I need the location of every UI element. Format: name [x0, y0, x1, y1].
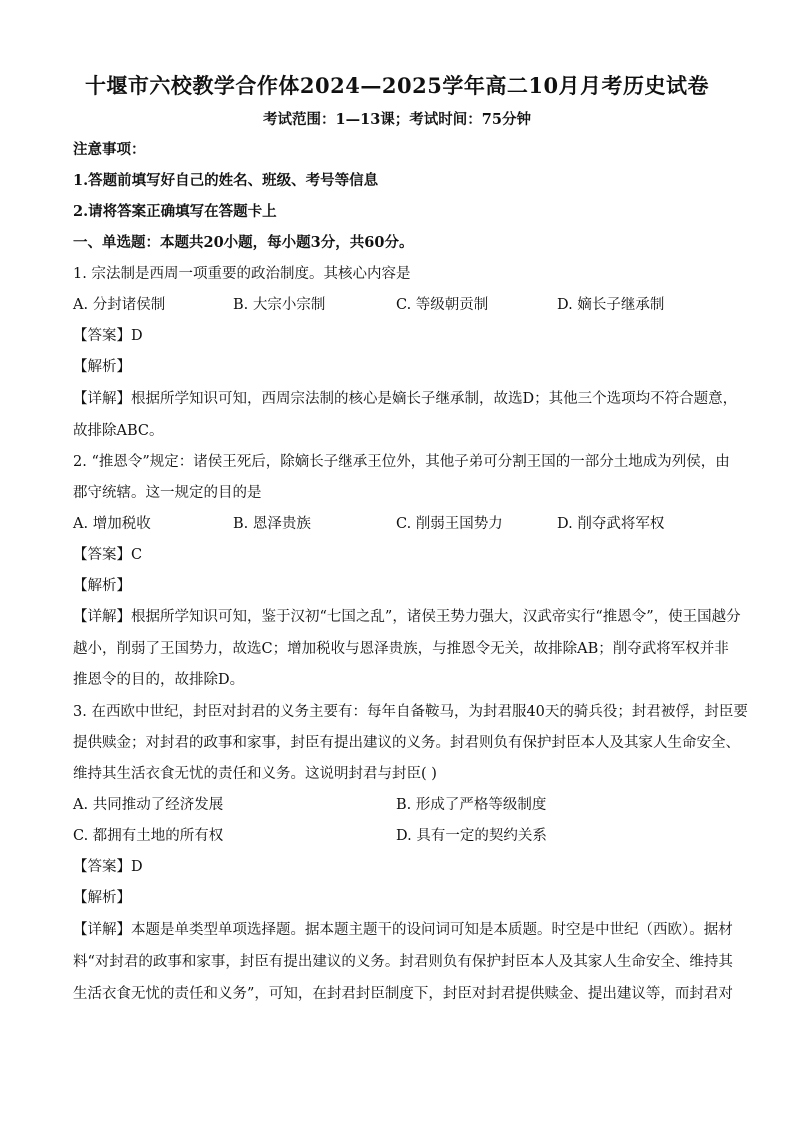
- question-stem: 3. 在西欧中世纪，封臣对封君的义务主要有：每年自备鞍马，为封君服40天的骑兵役；封君被俘，封臣要: [73, 704, 748, 720]
- option-d: D. 削夺武将军权: [557, 516, 665, 532]
- question-stem: 维持其生活衣食无忧的责任和义务。这说明封君与封臣( ): [73, 766, 437, 782]
- detail-line: 【详解】根据所学知识可知，西周宗法制的核心是嫡长子继承制，故选D；其他三个选项均不符合题意，: [73, 391, 738, 407]
- option-a: A. 共同推动了经济发展: [73, 797, 224, 813]
- notes-heading: 注意事项：: [73, 141, 146, 158]
- exam-subtitle: 考试范围：1—13课；考试时间：75分钟: [263, 111, 531, 128]
- question-stem: 提供赎金；对封君的政事和家事，封臣有提出建议的义务。封君则负有保护封臣本人及其家人生命安全、: [73, 735, 740, 751]
- note-item: 2.请将答案正确填写在答题卡上: [73, 203, 277, 220]
- analysis-label: 【解析】: [73, 578, 131, 594]
- option-d: D. 具有一定的契约关系: [396, 828, 547, 844]
- analysis-label: 【解析】: [73, 890, 131, 906]
- answer-line: 【答案】D: [73, 328, 143, 344]
- option-d: D. 嫡长子继承制: [557, 297, 665, 313]
- question-stem: 2. “推恩令”规定：诸侯王死后，除嫡长子继承王位外，其他子弟可分割王国的一部分土地成为列侯，由: [73, 454, 730, 470]
- detail-line: 料“对封君的政事和家事，封臣有提出建议的义务。封君则负有保护封臣本人及其家人生命安全、维持其: [73, 954, 733, 970]
- question-stem: 郡守统辖。这一规定的目的是: [73, 485, 262, 501]
- detail-line: 【详解】本题是单类型单项选择题。据本题主题干的设问词可知是本质题。时空是中世纪（西欧）。据材: [73, 922, 733, 938]
- question-stem: 1. 宗法制是西周一项重要的政治制度。其核心内容是: [73, 266, 411, 282]
- detail-line: 【详解】根据所学知识可知，鉴于汉初“七国之乱”，诸侯王势力强大，汉武帝实行“推恩令”，使王国越分: [73, 609, 741, 625]
- detail-line: 生活衣食无忧的责任和义务”，可知，在封君封臣制度下，封臣对封君提供赎金、提出建议等，而封君对: [73, 986, 733, 1002]
- option-c: C. 削弱王国势力: [396, 516, 503, 532]
- note-item: 1.答题前填写好自己的姓名、班级、考号等信息: [73, 172, 379, 189]
- option-a: A. 分封诸侯制: [73, 297, 166, 313]
- section-heading: 一、单选题：本题共20小题，每小题3分，共60分。: [73, 234, 414, 251]
- option-c: C. 等级朝贡制: [396, 297, 489, 313]
- option-b: B. 恩泽贵族: [233, 516, 311, 532]
- option-b: B. 形成了严格等级制度: [396, 797, 547, 813]
- option-c: C. 都拥有土地的所有权: [73, 828, 224, 844]
- answer-line: 【答案】C: [73, 547, 143, 563]
- detail-line: 故排除ABC。: [73, 423, 164, 439]
- option-b: B. 大宗小宗制: [233, 297, 326, 313]
- analysis-label: 【解析】: [73, 359, 131, 375]
- exam-title: 十堰市六校教学合作体2024—2025学年高二10月月考历史试卷: [84, 73, 710, 98]
- detail-line: 推恩令的目的，故排除D。: [73, 672, 245, 688]
- option-a: A. 增加税收: [73, 516, 151, 532]
- detail-line: 越小，削弱了王国势力，故选C；增加税收与恩泽贵族，与推恩令无关，故排除AB；削夺武将军权并非: [73, 641, 729, 657]
- answer-line: 【答案】D: [73, 859, 143, 875]
